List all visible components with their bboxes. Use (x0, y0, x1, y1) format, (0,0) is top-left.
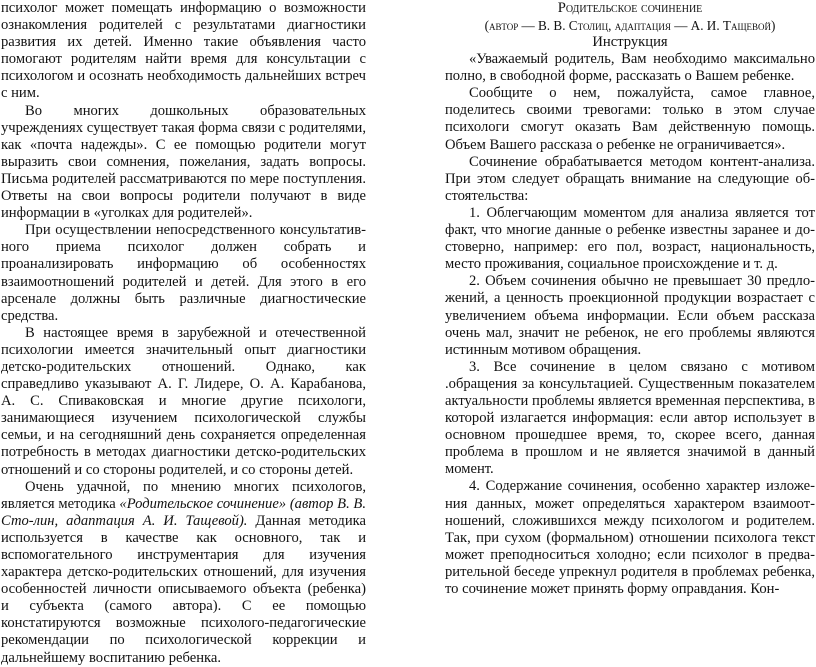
left-paragraph-5-start: Очень удачной, по мнению многих психологов, является методика (1, 478, 366, 512)
method-name-italic: «Родительское сочинение» (автор В. В. Сто-лин, адаптация А. И. Тащевой). (1, 495, 366, 529)
right-paragraph-5: 2. Объем сочинения обычно не превышает 30 предложений, а ценность проекционной продукции возрастает с увеличением объема информации. Если объем рассказа очень мал, значит не ребенок, не его проблемы являются истинным мотивом обращения. (445, 273, 815, 358)
instruction-heading: Инструкция (592, 34, 668, 50)
left-paragraph-2: Во многих дошкольных образовательных учреждениях существует такая форма связи с родителями, как «почта надежды». С ее помощью родители могут выразить свои сомнения, пожелания, задать вопросы. Письма родителей рассматриваются по мере поступления. Ответы на свои вопросы родители получают в виде информации в «уголках для родителей». (1, 102, 366, 222)
section-subtitle: (автор — В. В. Столиц, адаптация — А. И. Тащевой) (484, 18, 776, 33)
right-paragraph-2: Сообщите о нем, пожалуйста, самое главное, поделитесь своими тревогами: только в этом случае психологи смогут оказать Вам действенную помощь. Объем Вашего рассказа о ребенке не ограничивается». (445, 85, 815, 153)
right-column (445, 0, 815, 598)
right-paragraph-6: 3. Все сочинение в целом связано с мотивом .обращения за консультацией. Существенным показателем актуальности проблемы является временная перспектива, в которой излагается информация: если автор использует в основном прошедшее время, то, скорее всего, данная проблема в прошлом и не является значимой в данный момент. (445, 358, 815, 478)
right-paragraph-1: «Уважаемый родитель, Вам необходимо максимально полно, в свободной форме, рассказать о Вашем ребенке. (445, 51, 815, 85)
left-paragraph-1: психолог может помещать информацию о возможности ознакомления родителей с результатами диагностики развития их детей. Именно такие объявления часто помогают родителям найти время для консультации с психологом и осознать необходимость дальнейших встреч с ним. (1, 0, 366, 102)
left-paragraph-4: В настоящее время в зарубежной и отечественной психологии имеется значительный опыт диагностики детско-родительских отношений. Однако, как справедливо указывают А. Г. Лидере, О. А. Карабанова, А. С. Спиваковская и многие другие психологи, занимающиеся изучением психологической службы семьи, и на сегодняшний день сохраняется определенная потребность в методах диагностики детско-родительских отношений и со стороны родителей, и со стороны детей. (1, 324, 366, 478)
left-paragraph-5-end: Данная методика используется в качестве как основного, так и вспомогательного инструментария для изучения характера детско-родительских отношений, для изучения особенностей личности описываемого объекта (ребенка) и субъекта (самого автора). С ее помощью констатируются возможные психолого-педагогические рекомендации по психологической коррекции и дальнейшему воспитанию ребенка. (1, 512, 366, 666)
right-paragraph-4: 1. Облегчающим моментом для анализа является тот факт, что многие данные о ребенке известны заранее и достоверно, например: его пол, возраст, национальность, место проживания, социальное происхождение и т. д. (445, 204, 815, 273)
left-paragraph-3: При осуществлении непосредственного консультативного приема психолог должен собрать и проанализировать информацию об особенностях взаимоотношений родителей и детей. Для этого в его арсенале должны быть различные диагностические средства. (1, 222, 366, 324)
left-column (1, 0, 366, 667)
right-paragraph-7: 4. Содержание сочинения, особенно характер изложения данных, может определяться характером взаимоотношений, сложившихся между психологом и родителем. Так, при сухом (формальном) отношении психолога текст может преподноситься холодно; если психолог в предварительной беседе упрекнул родителя в проблемах ребенка, то сочинение может принять форму оправдания. Кон- (445, 478, 815, 597)
right-paragraph-3: Сочинение обрабатывается методом контент-анализа. При этом следует обращать внимание на следующие обстоятельства: (445, 153, 815, 204)
left-paragraph-5 (1, 479, 366, 667)
section-title: Родительское сочинение (557, 0, 703, 16)
